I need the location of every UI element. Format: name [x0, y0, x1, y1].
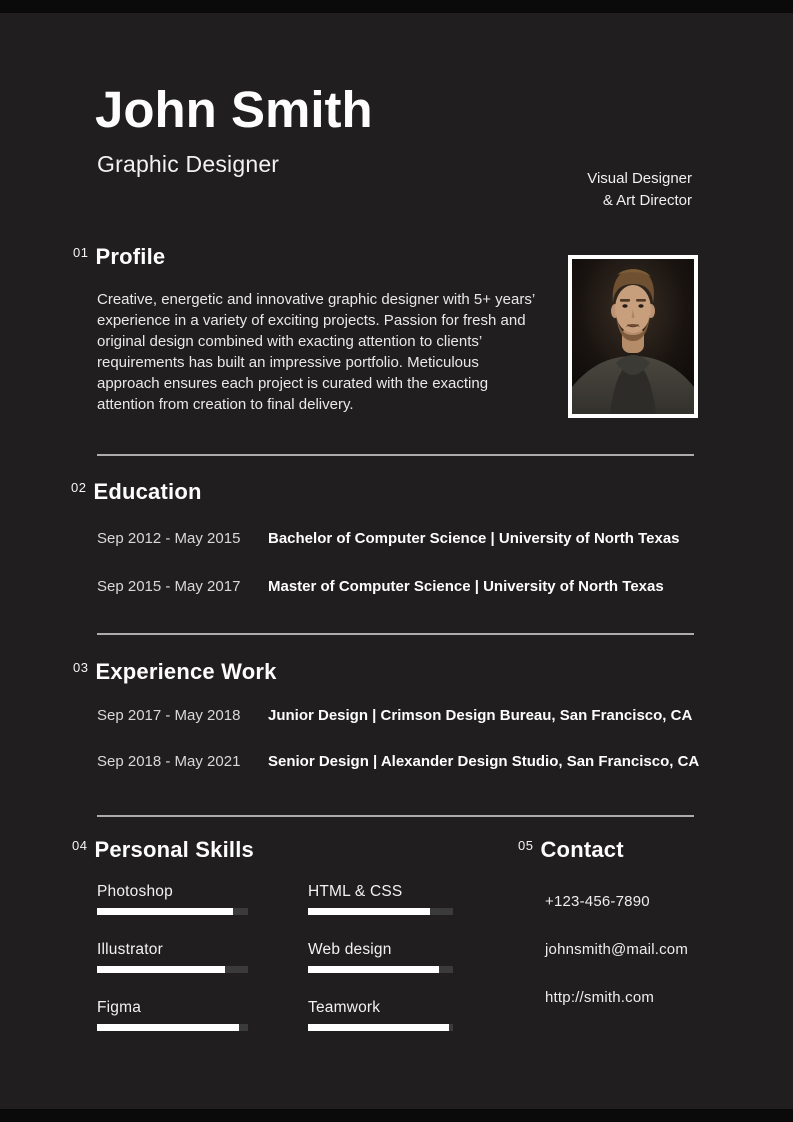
- experience-detail: Senior Design | Alexander Design Studio, San Francisco, CA: [268, 753, 700, 770]
- education-detail: Master of Computer Science | University of North Texas: [268, 578, 664, 595]
- section-title: Education: [93, 479, 202, 504]
- section-heading-education: [71, 479, 202, 505]
- skills-column-right: [308, 883, 453, 1057]
- experience-dates: Sep 2017 - May 2018: [97, 707, 241, 724]
- skill-bar-fill: [97, 1024, 239, 1031]
- contact-email: johnsmith@mail.com: [545, 941, 689, 958]
- section-number: 01: [73, 245, 89, 260]
- skill-teamwork: [308, 999, 453, 1031]
- skill-bar-fill: [308, 908, 430, 915]
- experience-detail: Junior Design | Crimson Design Bureau, San Francisco, CA: [268, 707, 693, 724]
- education-dates: Sep 2012 - May 2015: [97, 530, 241, 547]
- skill-bar-fill: [308, 966, 439, 973]
- experience-row: [97, 707, 707, 724]
- education-detail: Bachelor of Computer Science | University of North Texas: [268, 530, 680, 547]
- skill-photoshop: [97, 883, 248, 915]
- profile-photo: [568, 255, 698, 418]
- tagline-line-2: & Art Director: [602, 191, 692, 209]
- section-title: Personal Skills: [94, 837, 254, 862]
- tagline-line-1: Visual Designer: [587, 170, 692, 187]
- section-number: 02: [71, 480, 87, 495]
- section-heading-experience: [73, 659, 277, 685]
- skill-label: Teamwork: [308, 999, 381, 1016]
- divider-line: [97, 454, 694, 456]
- skill-bar-track: [308, 966, 453, 973]
- skill-label: Web design: [308, 941, 392, 958]
- skills-column-left: [97, 883, 248, 1057]
- contact-phone: +123-456-7890: [545, 893, 650, 910]
- skill-label: Illustrator: [97, 941, 163, 958]
- section-heading-profile: [73, 244, 165, 270]
- section-number: 03: [73, 660, 89, 675]
- skill-bar-fill: [97, 966, 225, 973]
- skill-bar-track: [97, 966, 248, 973]
- skill-bar-track: [308, 908, 453, 915]
- experience-dates: Sep 2018 - May 2021: [97, 753, 241, 770]
- profile-summary: Creative, energetic and innovative graphic designer with 5+ years’ experience in a variety of exciting projects. Passion for fresh and original design combined with exacting attention to clients’ requirements has built an impressive portfolio. Meticulous approach ensures each project is curated with the exacting attention from creation to final delivery.: [97, 291, 535, 413]
- skill-bar-fill: [308, 1024, 449, 1031]
- education-row: [97, 578, 707, 595]
- skill-html-css: [308, 883, 453, 915]
- contact-website: http://smith.com: [545, 989, 655, 1006]
- person-name: John Smith: [95, 81, 373, 138]
- section-title: Profile: [95, 244, 166, 269]
- skill-label: Photoshop: [97, 883, 173, 900]
- top-edge-bar: [0, 0, 793, 13]
- skill-bar-fill: [97, 908, 233, 915]
- section-title: Contact: [540, 837, 624, 862]
- skill-bar-track: [97, 908, 248, 915]
- tagline: [587, 168, 692, 211]
- section-heading-skills: [72, 837, 254, 863]
- section-heading-contact: [518, 837, 624, 863]
- contact-list: [545, 893, 688, 1037]
- skill-web-design: [308, 941, 453, 973]
- skill-label: Figma: [97, 999, 142, 1016]
- skill-illustrator: [97, 941, 248, 973]
- bottom-edge-bar: [0, 1109, 793, 1122]
- section-number: 05: [518, 838, 534, 853]
- divider-line: [97, 815, 694, 817]
- skill-bar-track: [308, 1024, 453, 1031]
- skill-bar-track: [97, 1024, 248, 1031]
- skill-figma: [97, 999, 248, 1031]
- education-row: [97, 530, 707, 547]
- person-role: Graphic Designer: [97, 151, 280, 177]
- skill-label: HTML & CSS: [308, 883, 403, 900]
- portrait-image: [572, 259, 694, 414]
- section-number: 04: [72, 838, 88, 853]
- section-title: Experience Work: [95, 659, 277, 684]
- divider-line: [97, 633, 694, 635]
- education-dates: Sep 2015 - May 2017: [97, 578, 241, 595]
- experience-row: [97, 753, 707, 770]
